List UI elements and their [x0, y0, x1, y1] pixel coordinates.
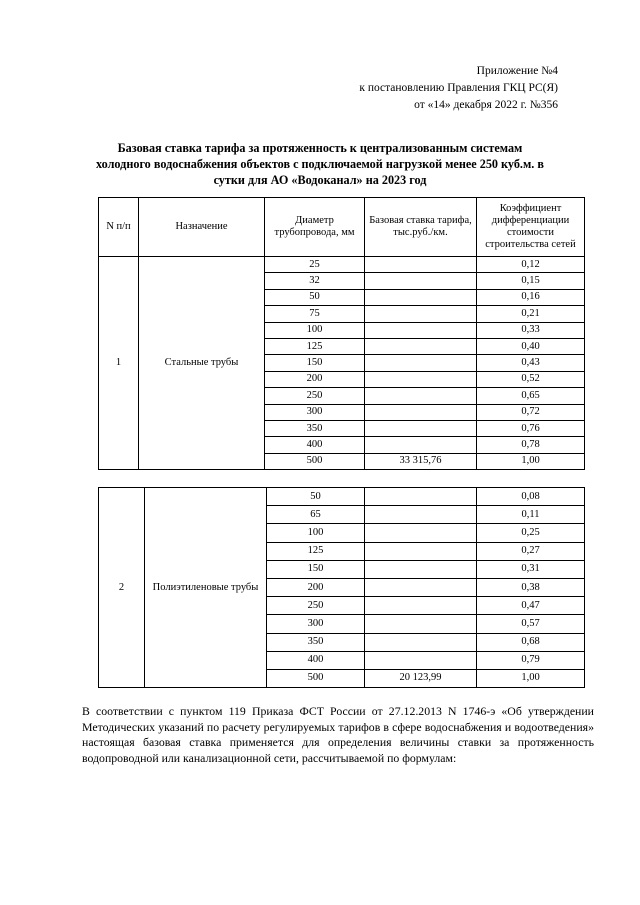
rate-cell	[365, 542, 477, 560]
pipe-purpose: Полиэтиленовые трубы	[145, 488, 267, 688]
rate-cell	[365, 615, 477, 633]
rate-cell: 33 315,76	[365, 453, 477, 469]
diameter-cell: 100	[267, 524, 365, 542]
coefficient-cell: 0,52	[477, 371, 585, 387]
coefficient-cell: 0,11	[477, 506, 585, 524]
coefficient-cell: 0,08	[477, 488, 585, 506]
coefficient-cell: 0,47	[477, 597, 585, 615]
coefficient-cell: 1,00	[477, 669, 585, 687]
rate-cell	[365, 651, 477, 669]
coefficient-cell: 0,27	[477, 542, 585, 560]
coefficient-cell: 0,15	[477, 273, 585, 289]
diameter-cell: 150	[267, 560, 365, 578]
diameter-cell: 300	[267, 615, 365, 633]
table-row	[99, 488, 585, 506]
diameter-cell: 350	[265, 420, 365, 436]
steel-pipes-table	[98, 197, 585, 470]
diameter-cell: 150	[265, 355, 365, 371]
coefficient-cell: 0,40	[477, 338, 585, 354]
coefficient-cell: 0,16	[477, 289, 585, 305]
coefficient-cell: 0,25	[477, 524, 585, 542]
rate-cell	[365, 560, 477, 578]
rate-cell	[365, 388, 477, 404]
diameter-cell: 65	[267, 506, 365, 524]
diameter-cell: 200	[267, 578, 365, 596]
header-purpose: Назначение	[139, 198, 265, 257]
rate-cell	[365, 420, 477, 436]
rate-cell	[365, 306, 477, 322]
diameter-cell: 400	[265, 437, 365, 453]
diameter-cell: 25	[265, 257, 365, 273]
polyethylene-pipes-table	[98, 487, 585, 688]
coefficient-cell: 0,31	[477, 560, 585, 578]
rate-cell	[365, 488, 477, 506]
diameter-cell: 125	[265, 338, 365, 354]
coefficient-cell: 0,21	[477, 306, 585, 322]
table-header-row	[99, 198, 585, 257]
header-diameter: Диаметр трубопровода, мм	[265, 198, 365, 257]
rate-cell	[365, 506, 477, 524]
appendix-date: от «14» декабря 2022 г. №356	[414, 99, 558, 111]
coefficient-cell: 0,43	[477, 355, 585, 371]
diameter-cell: 250	[265, 388, 365, 404]
appendix-reference	[359, 63, 558, 114]
coefficient-cell: 0,38	[477, 578, 585, 596]
rate-cell: 20 123,99	[365, 669, 477, 687]
rate-cell	[365, 524, 477, 542]
rate-cell	[365, 371, 477, 387]
appendix-number: Приложение №4	[476, 65, 558, 77]
diameter-cell: 50	[267, 488, 365, 506]
diameter-cell: 400	[267, 651, 365, 669]
header-coefficient: Коэффициент дифференциации стоимости строительства сетей	[477, 198, 585, 257]
document-title: Базовая ставка тарифа за протяженность к централизованным системам холодного водоснабжения объектов с подключаемой нагрузкой менее 250 куб.м. в сутки для АО «Водоканал» на 2023 год	[96, 141, 544, 187]
header-num: N п/п	[99, 198, 139, 257]
diameter-cell: 500	[267, 669, 365, 687]
rate-cell	[365, 355, 477, 371]
header-rate: Базовая ставка тарифа, тыс.руб./км.	[365, 198, 477, 257]
coefficient-cell: 0,65	[477, 388, 585, 404]
coefficient-cell: 1,00	[477, 453, 585, 469]
coefficient-cell: 0,68	[477, 633, 585, 651]
coefficient-cell: 0,72	[477, 404, 585, 420]
diameter-cell: 32	[265, 273, 365, 289]
diameter-cell: 50	[265, 289, 365, 305]
diameter-cell: 300	[265, 404, 365, 420]
rate-cell	[365, 633, 477, 651]
rate-cell	[365, 289, 477, 305]
diameter-cell: 500	[265, 453, 365, 469]
coefficient-cell: 0,12	[477, 257, 585, 273]
table-row	[99, 257, 585, 273]
methodology-paragraph: В соответствии с пунктом 119 Приказа ФСТ России от 27.12.2013 N 1746-э «Об утверждении Методических указаний по расчету регулируемых тарифов в сфере водоснабжения и водоотведения» настоящая базовая ставка применяется для определения величины ставки за протяженность водопроводной или канализационной сети, рассчитываемой по формулам:	[82, 704, 594, 765]
pipe-purpose: Стальные трубы	[139, 257, 265, 470]
coefficient-cell: 0,33	[477, 322, 585, 338]
diameter-cell: 200	[265, 371, 365, 387]
coefficient-cell: 0,78	[477, 437, 585, 453]
coefficient-cell: 0,57	[477, 615, 585, 633]
rate-cell	[365, 437, 477, 453]
rate-cell	[365, 322, 477, 338]
rate-cell	[365, 257, 477, 273]
diameter-cell: 75	[265, 306, 365, 322]
row-number: 2	[99, 488, 145, 688]
diameter-cell: 100	[265, 322, 365, 338]
rate-cell	[365, 404, 477, 420]
rate-cell	[365, 578, 477, 596]
appendix-resolution: к постановлению Правления ГКЦ РС(Я)	[359, 82, 558, 94]
diameter-cell: 350	[267, 633, 365, 651]
row-number: 1	[99, 257, 139, 470]
coefficient-cell: 0,79	[477, 651, 585, 669]
diameter-cell: 250	[267, 597, 365, 615]
rate-cell	[365, 338, 477, 354]
rate-cell	[365, 273, 477, 289]
diameter-cell: 125	[267, 542, 365, 560]
coefficient-cell: 0,76	[477, 420, 585, 436]
rate-cell	[365, 597, 477, 615]
